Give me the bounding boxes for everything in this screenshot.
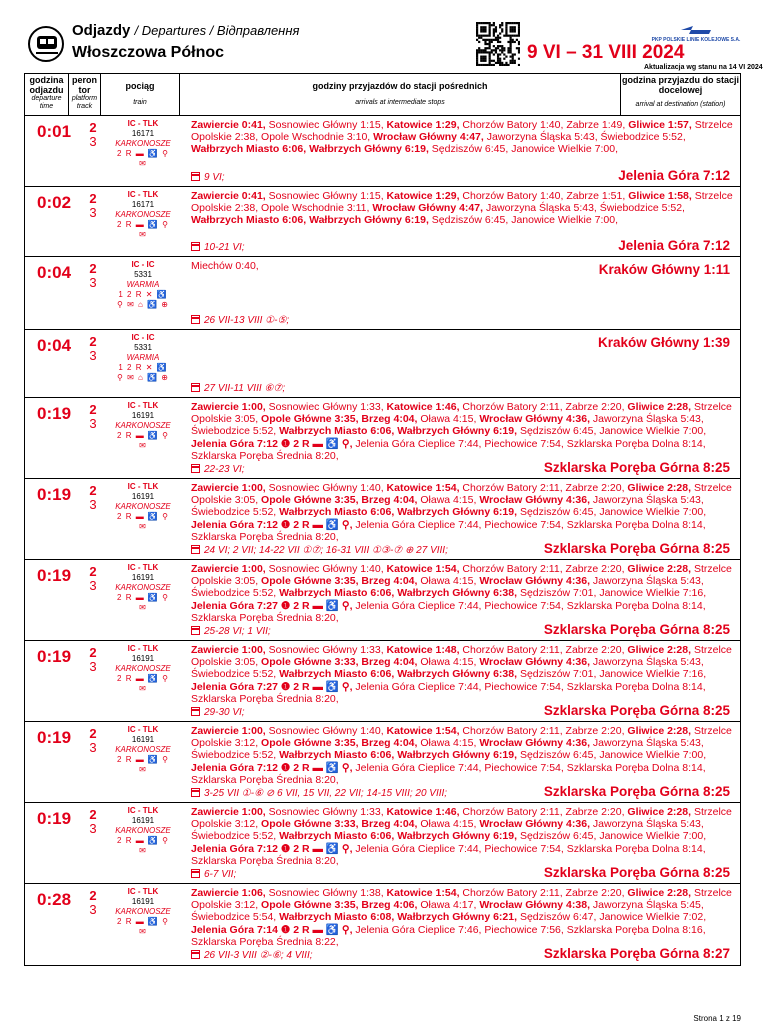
operating-days-text: 27 VII-11 VIII ⑥⑦; xyxy=(204,383,286,394)
title-text: Odjazdy xyxy=(72,22,131,39)
platform-number: 2 xyxy=(89,191,97,206)
table-row xyxy=(25,398,740,479)
track-number: 3 xyxy=(89,659,97,674)
departures-table xyxy=(24,73,741,966)
platform-track xyxy=(87,262,99,290)
platform-number: 2 xyxy=(89,334,97,349)
operating-days-text: 29-30 VI; xyxy=(204,707,245,718)
departure-time: 0:19 xyxy=(37,647,72,666)
train-category: IC - TLK xyxy=(127,401,159,410)
train-number: 16191 xyxy=(131,897,155,906)
train-category: IC - TLK xyxy=(127,563,159,572)
operating-days-text: 22-23 VI; xyxy=(204,464,245,475)
table-row xyxy=(25,187,740,257)
platform-track xyxy=(87,808,99,836)
train-name: KARKONOSZE xyxy=(115,664,171,673)
train-category: IC - TLK xyxy=(127,119,159,128)
train-services-icon: 2 R ▬ ♿ ⚲ xyxy=(117,836,169,845)
platform-track xyxy=(87,403,99,431)
calendar-icon xyxy=(191,315,200,324)
table-row xyxy=(25,330,740,398)
train-info xyxy=(105,725,181,775)
train-services-extra-icon: ✉ xyxy=(139,846,147,855)
train-name: KARKONOSZE xyxy=(115,210,171,219)
operating-days xyxy=(191,949,313,961)
destination: Kraków Główny 1:11 xyxy=(598,262,730,277)
train-info xyxy=(105,333,181,383)
platform-track xyxy=(87,565,99,593)
operating-days xyxy=(191,382,285,394)
platform-track xyxy=(87,727,99,755)
platform-number: 2 xyxy=(89,483,97,498)
train-services-icon: 2 R ▬ ♿ ⚲ xyxy=(117,917,169,926)
destination: Szklarska Poręba Górna 8:25 xyxy=(543,541,730,556)
destination: Jelenia Góra 7:12 xyxy=(618,238,730,253)
train-category: IC - IC xyxy=(131,333,155,342)
train-category: IC - IC xyxy=(131,260,155,269)
platform-track xyxy=(87,335,99,363)
calendar-icon xyxy=(191,707,200,716)
train-services-icon: 2 R ▬ ♿ ⚲ xyxy=(117,220,169,229)
operating-days-text: 9 VI; xyxy=(204,172,225,183)
operating-days-text: 10-21 VI; xyxy=(204,242,245,253)
intermediate-stops: Zawiercie 1:00, Sosnowiec Główny 1:33, Katowice 1:46, Chorzów Batory 2:11, Zabrze 2:20, Gliwice 2:28, Strzelce Opolskie 3:05, Opole Główne 3:35, Brzeg 4:04, Oława 4:15, Wrocław Główny 4:36, Jaworzyna Śląska 5:43, Świebodzice 5:52, Wałbrzych Miasto 6:06, Wałbrzych Główny 6:19, Sędziszów 6:45, Janowice Wielkie 7:00, Jelenia Góra 7:12 ❶ 2 R ▬ ♿ ⚲, Jelenia Góra Cieplice 7:44, Piechowice 7:54, Szklarska Poręba Dolna 8:14, Szklarska Poręba Średnia 8:20, xyxy=(191,401,732,462)
plk-logo xyxy=(644,24,748,43)
operating-days xyxy=(191,314,289,326)
intermediate-stops: Zawiercie 1:00, Sosnowiec Główny 1:33, Katowice 1:48, Chorzów Batory 2:11, Zabrze 2:20, Gliwice 2:28, Strzelce Opolskie 3:05, Opole Główne 3:33, Brzeg 4:04, Oława 4:15, Wrocław Główny 4:36, Jaworzyna Śląska 5:43, Świebodzice 5:52, Wałbrzych Miasto 6:06, Wałbrzych Główny 6:38, Sędziszów 7:01, Janowice Wielkie 7:16, Jelenia Góra 7:27 ❶ 2 R ▬ ♿ ⚲, Jelenia Góra Cieplice 7:44, Piechowice 7:54, Szklarska Poręba Dolna 8:14, Szklarska Poręba Średnia 8:20, xyxy=(191,644,732,705)
destination: Szklarska Poręba Górna 8:25 xyxy=(543,703,730,718)
calendar-icon xyxy=(191,383,200,392)
train-info xyxy=(105,806,181,856)
table-row xyxy=(25,116,740,187)
departure-time: 0:02 xyxy=(37,193,72,212)
header-time: godzina odjazdu departure time xyxy=(25,74,69,115)
intermediate-stops: Zawiercie 0:41, Sosnowiec Główny 1:15, Katowice 1:29, Chorzów Batory 1:40, Zabrze 1:51, Gliwice 1:58, Strzelce Opolskie 2:38, Opole Wschodnie 3:11, Wrocław Główny 4:47, Jaworzyna Śląska 5:43, Świebodzice 5:52, Wałbrzych Miasto 6:06, Wałbrzych Główny 6:19, Sędziszów 6:45, Janowice Wielkie 7:00, xyxy=(191,190,733,227)
departure-time: 0:01 xyxy=(37,122,72,141)
train-services-icon: 1 2 R ✕ ♿ xyxy=(118,363,168,372)
train-services-extra-icon: ✉ xyxy=(139,230,147,239)
operating-days xyxy=(191,544,448,556)
train-services-icon: 2 R ▬ ♿ ⚲ xyxy=(117,755,169,764)
train-services-icon: 2 R ▬ ♿ ⚲ xyxy=(117,149,169,158)
train-services-icon: 2 R ▬ ♿ ⚲ xyxy=(117,593,169,602)
calendar-icon xyxy=(191,172,200,181)
train-info xyxy=(105,190,181,240)
train-number: 16171 xyxy=(131,200,155,209)
departure-time: 0:04 xyxy=(37,336,72,355)
train-name: WARMIA xyxy=(126,280,160,289)
track-number: 3 xyxy=(89,740,97,755)
platform-number: 2 xyxy=(89,261,97,276)
train-category: IC - TLK xyxy=(127,806,159,815)
train-category: IC - TLK xyxy=(127,482,159,491)
train-category: IC - TLK xyxy=(127,644,159,653)
operating-days-text: 6-7 VII; xyxy=(204,869,237,880)
intermediate-stops: Zawiercie 1:06, Sosnowiec Główny 1:38, Katowice 1:54, Chorzów Batory 2:11, Zabrze 2:20, Gliwice 2:28, Strzelce Opolskie 3:12, Opole Główne 3:35, Brzeg 4:06, Oława 4:17, Wrocław Główny 4:38, Jaworzyna Śląska 5:45, Świebodzice 5:54, Wałbrzych Miasto 6:08, Wałbrzych Główny 6:21, Sędziszów 6:47, Janowice Wielkie 7:02, Jelenia Góra 7:14 ❶ 2 R ▬ ♿ ⚲, Jelenia Góra Cieplice 7:46, Piechowice 7:56, Szklarska Poręba Dolna 8:16, Szklarska Poręba Średnia 8:22, xyxy=(191,887,732,948)
departure-time: 0:19 xyxy=(37,728,72,747)
train-number: 16191 xyxy=(131,654,155,663)
train-services-extra-icon: ✉ xyxy=(139,159,147,168)
table-row xyxy=(25,641,740,722)
track-number: 3 xyxy=(89,416,97,431)
operating-days xyxy=(191,171,225,183)
departure-rows xyxy=(25,116,740,965)
train-number: 5331 xyxy=(134,343,152,352)
platform-number: 2 xyxy=(89,807,97,822)
train-category: IC - TLK xyxy=(127,887,159,896)
train-services-extra-icon: ✉ xyxy=(139,684,147,693)
train-name: KARKONOSZE xyxy=(115,907,171,916)
platform-number: 2 xyxy=(89,564,97,579)
platform-track xyxy=(87,646,99,674)
intermediate-stops: Zawiercie 1:00, Sosnowiec Główny 1:40, Katowice 1:54, Chorzów Batory 2:11, Zabrze 2:20, Gliwice 2:28, Strzelce Opolskie 3:05, Opole Główne 3:35, Brzeg 4:04, Oława 4:15, Wrocław Główny 4:36, Jaworzyna Śląska 5:43, Świebodzice 5:52, Wałbrzych Miasto 6:06, Wałbrzych Główny 6:19, Sędziszów 6:45, Janowice Wielkie 7:00, Jelenia Góra 7:12 ❶ 2 R ▬ ♿ ⚲, Jelenia Góra Cieplice 7:44, Piechowice 7:54, Szklarska Poręba Dolna 8:14, Szklarska Poręba Średnia 8:20, xyxy=(191,482,732,543)
train-number: 16191 xyxy=(131,816,155,825)
departure-time: 0:19 xyxy=(37,566,72,585)
train-number: 16191 xyxy=(131,573,155,582)
operating-days-text: 3-25 VII ①-⑥ ⊘ 6 VII, 15 VII, 22 VII; 14-15 VIII; 20 VIII; xyxy=(204,788,448,799)
train-services-icon: 2 R ▬ ♿ ⚲ xyxy=(117,674,169,683)
header-platform: peron tor platform track xyxy=(69,74,101,115)
operating-days-text: 25-28 VI; 1 VII; xyxy=(204,626,271,637)
train-info xyxy=(105,401,181,451)
train-info xyxy=(105,887,181,937)
operating-days xyxy=(191,868,236,880)
calendar-icon xyxy=(191,788,200,797)
calendar-icon xyxy=(191,464,200,473)
train-name: KARKONOSZE xyxy=(115,826,171,835)
table-header xyxy=(25,74,740,116)
calendar-icon xyxy=(191,869,200,878)
train-services-extra-icon: ✉ xyxy=(139,765,147,774)
destination: Szklarska Poręba Górna 8:25 xyxy=(543,622,730,637)
calendar-icon xyxy=(191,242,200,251)
train-icon xyxy=(28,26,64,62)
train-services-extra-icon: ✉ xyxy=(139,603,147,612)
track-number: 3 xyxy=(89,821,97,836)
departure-time: 0:28 xyxy=(37,890,72,909)
train-info xyxy=(105,119,181,169)
departure-time: 0:19 xyxy=(37,809,72,828)
track-number: 3 xyxy=(89,205,97,220)
intermediate-stops: Zawiercie 1:00, Sosnowiec Główny 1:40, Katowice 1:54, Chorzów Batory 2:11, Zabrze 2:20, Gliwice 2:28, Strzelce Opolskie 3:12, Opole Główne 3:35, Brzeg 4:04, Oława 4:15, Wrocław Główny 4:36, Jaworzyna Śląska 5:43, Świebodzice 5:52, Wałbrzych Miasto 6:06, Wałbrzych Główny 6:19, Sędziszów 6:45, Janowice Wielkie 7:00, Jelenia Góra 7:12 ❶ 2 R ▬ ♿ ⚲, Jelenia Góra Cieplice 7:44, Piechowice 7:54, Szklarska Poręba Dolna 8:14, Szklarska Poręba Średnia 8:20, xyxy=(191,725,732,786)
operating-days xyxy=(191,241,245,253)
destination: Jelenia Góra 7:12 xyxy=(618,168,730,183)
train-category: IC - TLK xyxy=(127,190,159,199)
station-name: Włoszczowa Północ xyxy=(72,44,225,61)
train-category: IC - TLK xyxy=(127,725,159,734)
train-number: 16191 xyxy=(131,492,155,501)
destination: Kraków Główny 1:39 xyxy=(597,335,730,350)
page-header xyxy=(24,20,763,71)
train-number: 16171 xyxy=(131,129,155,138)
departure-time: 0:19 xyxy=(37,485,72,504)
intermediate-stops: Zawiercie 0:41, Sosnowiec Główny 1:15, Katowice 1:29, Chorzów Batory 1:40, Zabrze 1:49, Gliwice 1:57, Strzelce Opolskie 2:38, Opole Wschodnie 3:10, Wrocław Główny 4:47, Jaworzyna Śląska 5:43, Świebodzice 5:52, Wałbrzych Miasto 6:06, Wałbrzych Główny 6:19, Sędziszów 6:45, Janowice Wielkie 7:00, xyxy=(191,119,733,156)
train-number: 16191 xyxy=(131,411,155,420)
page-title xyxy=(72,22,299,39)
train-info xyxy=(105,563,181,613)
train-services-icon: 1 2 R ✕ ♿ xyxy=(118,290,168,299)
intermediate-stops: Zawiercie 1:00, Sosnowiec Główny 1:33, Katowice 1:46, Chorzów Batory 2:11, Zabrze 2:20, Gliwice 2:28, Strzelce Opolskie 3:12, Opole Główne 3:33, Brzeg 4:04, Oława 4:15, Wrocław Główny 4:36, Jaworzyna Śląska 5:43, Świebodzice 5:52, Wałbrzych Miasto 6:06, Wałbrzych Główny 6:19, Sędziszów 6:45, Janowice Wielkie 7:00, Jelenia Góra 7:12 ❶ 2 R ▬ ♿ ⚲, Jelenia Góra Cieplice 7:44, Piechowice 7:54, Szklarska Poręba Dolna 8:14, Szklarska Poręba Średnia 8:20, xyxy=(191,806,732,867)
train-info xyxy=(105,482,181,532)
track-number: 3 xyxy=(89,348,97,363)
validity-period: 9 VI – 31 VIII 2024 xyxy=(527,42,685,63)
qr-code-icon xyxy=(476,22,520,66)
platform-track xyxy=(87,889,99,917)
track-number: 3 xyxy=(89,134,97,149)
platform-number: 2 xyxy=(89,402,97,417)
train-number: 5331 xyxy=(134,270,152,279)
platform-number: 2 xyxy=(89,645,97,660)
train-services-extra-icon: ⚲ ✉ ⌂ ♿ ⊕ xyxy=(117,373,169,382)
title-subtitle: / Departures / Відправлення xyxy=(134,23,300,38)
update-note: Aktualizacja wg stanu na 14 VI 2024 xyxy=(644,64,763,71)
track-number: 3 xyxy=(89,578,97,593)
intermediate-stops: Miechów 0:40, xyxy=(191,260,259,272)
train-name: KARKONOSZE xyxy=(115,745,171,754)
table-row xyxy=(25,884,740,965)
train-services-extra-icon: ✉ xyxy=(139,522,147,531)
platform-track xyxy=(87,121,99,149)
train-name: WARMIA xyxy=(126,353,160,362)
calendar-icon xyxy=(191,950,200,959)
table-row xyxy=(25,803,740,884)
header-destination: godzina przyjazdu do stacji docelowej arrival at destination (station) xyxy=(621,75,739,108)
platform-track xyxy=(87,192,99,220)
platform-number: 2 xyxy=(89,120,97,135)
logo-text: PKP POLSKIE LINIE KOLEJOWE S.A. xyxy=(651,37,741,43)
destination: Szklarska Poręba Górna 8:25 xyxy=(543,784,730,799)
operating-days-text: 26 VII-13 VIII ①-⑤; xyxy=(204,315,290,326)
header-train: pociąg train xyxy=(101,74,180,115)
track-number: 3 xyxy=(89,275,97,290)
table-row xyxy=(25,479,740,560)
train-number: 16191 xyxy=(131,735,155,744)
destination: Szklarska Poręba Górna 8:25 xyxy=(543,460,730,475)
platform-number: 2 xyxy=(89,726,97,741)
calendar-icon xyxy=(191,626,200,635)
table-row xyxy=(25,257,740,330)
train-services-extra-icon: ⚲ ✉ ⌂ ♿ ⊕ xyxy=(117,300,169,309)
operating-days xyxy=(191,787,447,799)
table-row xyxy=(25,560,740,641)
page-number: Strona 1 z 19 xyxy=(693,1014,741,1023)
operating-days-text: 26 VII-3 VIII ②-⑥; 4 VIII; xyxy=(204,950,313,961)
header-intermediate: godziny przyjazdów do stacji pośrednich arrivals at intermediate stops xyxy=(180,74,621,115)
intermediate-stops: Zawiercie 1:00, Sosnowiec Główny 1:40, Katowice 1:54, Chorzów Batory 2:11, Zabrze 2:20, Gliwice 2:28, Strzelce Opolskie 3:05, Opole Główne 3:35, Brzeg 4:04, Oława 4:15, Wrocław Główny 4:36, Jaworzyna Śląska 5:43, Świebodzice 5:52, Wałbrzych Miasto 6:06, Wałbrzych Główny 6:38, Sędziszów 7:01, Janowice Wielkie 7:16, Jelenia Góra 7:27 ❶ 2 R ▬ ♿ ⚲, Jelenia Góra Cieplice 7:44, Piechowice 7:54, Szklarska Poręba Dolna 8:14, Szklarska Poręba Średnia 8:20, xyxy=(191,563,732,624)
destination: Szklarska Poręba Górna 8:25 xyxy=(543,865,730,880)
calendar-icon xyxy=(191,545,200,554)
operating-days xyxy=(191,463,245,475)
train-services-icon: 2 R ▬ ♿ ⚲ xyxy=(117,512,169,521)
train-name: KARKONOSZE xyxy=(115,502,171,511)
platform-track xyxy=(87,484,99,512)
train-name: KARKONOSZE xyxy=(115,139,171,148)
operating-days xyxy=(191,706,245,718)
operating-days-text: 24 VI; 2 VII; 14-22 VII ①⑦; 16-31 VIII ①③-⑦ ⊕ 27 VIII; xyxy=(204,545,448,556)
train-name: KARKONOSZE xyxy=(115,421,171,430)
platform-number: 2 xyxy=(89,888,97,903)
destination: Szklarska Poręba Górna 8:27 xyxy=(543,946,730,961)
train-services-icon: 2 R ▬ ♿ ⚲ xyxy=(117,431,169,440)
table-row xyxy=(25,722,740,803)
train-info xyxy=(105,644,181,694)
track-number: 3 xyxy=(89,902,97,917)
train-services-extra-icon: ✉ xyxy=(139,441,147,450)
departure-time: 0:04 xyxy=(37,263,72,282)
track-number: 3 xyxy=(89,497,97,512)
operating-days xyxy=(191,625,271,637)
train-name: KARKONOSZE xyxy=(115,583,171,592)
train-services-extra-icon: ✉ xyxy=(139,927,147,936)
train-info xyxy=(105,260,181,310)
departure-time: 0:19 xyxy=(37,404,72,423)
